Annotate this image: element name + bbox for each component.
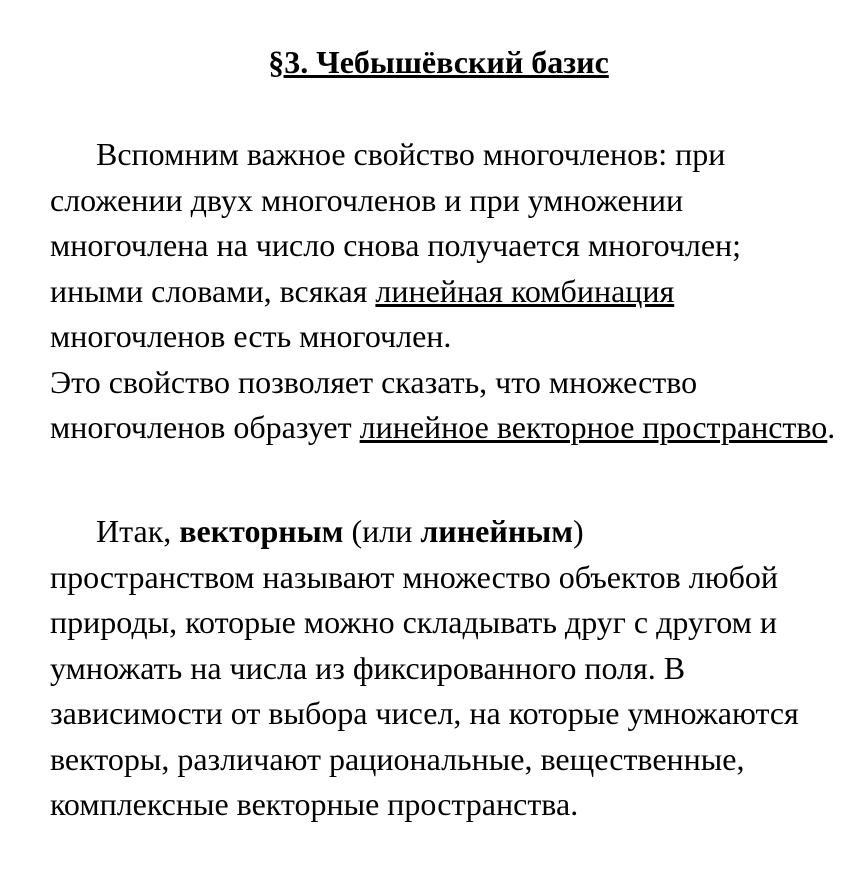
section-title: §3. Чебышёвский базис	[268, 44, 609, 80]
paragraph-1	[50, 132, 840, 451]
text: Это свойство позволяет сказать, что множество многочленов образует	[50, 363, 698, 445]
text: пространством называют множество объектов любой природы, которые можно складывать друг с другом и умножать на числа из фиксированного поля. В зависимости от выбора чисел, на которые умножаются векторы, различают рациональные, вещественные, комплексные векторные пространства.	[50, 558, 799, 822]
paragraph-2	[50, 509, 840, 828]
text: )	[573, 513, 584, 549]
text: Вспомним важное свойство многочленов: при сложении двух многочленов и при умножении многочлена на число снова получается многочлен; иными словами, всякая	[50, 136, 742, 309]
term-vector: векторным	[179, 513, 344, 549]
link-linear-combination[interactable]: линейная комбинация	[375, 272, 675, 309]
link-linear-vector-space[interactable]: линейное векторное пространство	[359, 409, 828, 445]
text: (или	[343, 513, 421, 549]
text: многочленов есть многочлен.	[50, 318, 452, 354]
text: .	[827, 409, 836, 445]
term-linear: линейным	[420, 513, 574, 549]
text: Итак,	[96, 513, 180, 549]
